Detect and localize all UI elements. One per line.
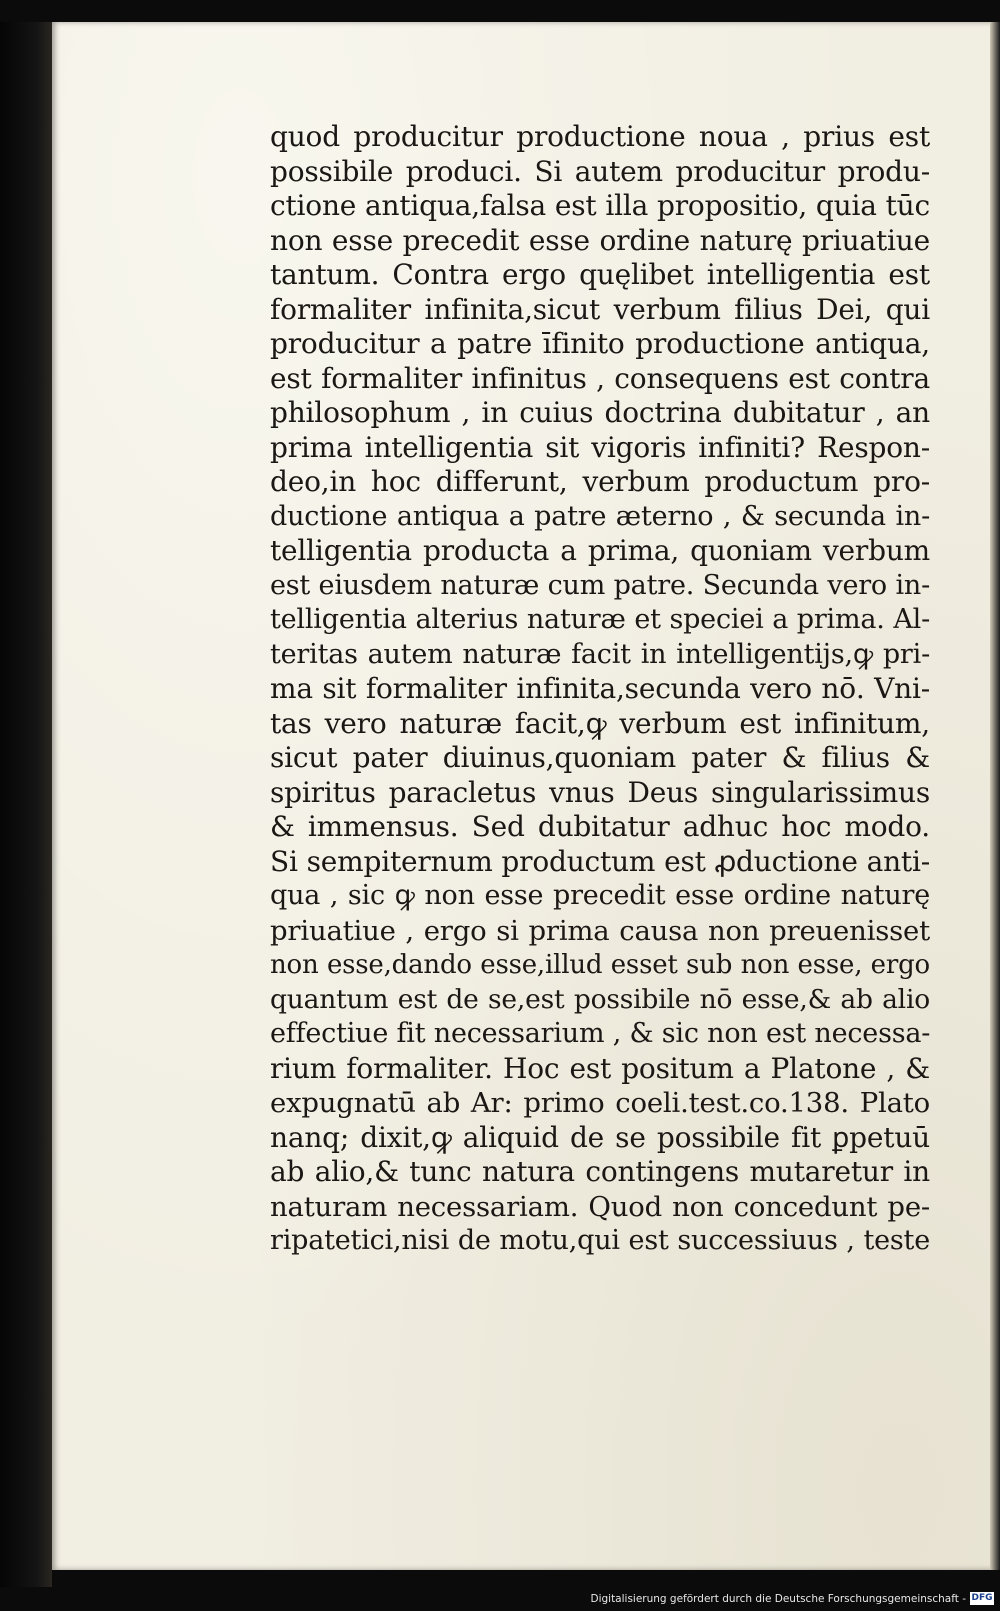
text-line: tantum. Contra ergo quęlibet intelligentia est [270, 258, 930, 291]
text-line: teritas autem naturæ facit in intelligentijs,ꝙ pri- [270, 638, 930, 670]
text-line: sicut pater diuinus,quoniam pater & filius & [270, 741, 930, 774]
dfg-logo: DFG [971, 1593, 993, 1603]
text-line: producitur a patre īfinito productione antiqua, [270, 327, 930, 360]
text-line: qua , sic ꝙ non esse precedit esse ordine naturę [270, 880, 930, 911]
text-line: effectiue fit necessarium , & sic non est necessa- [270, 1018, 930, 1049]
text-line: deo,in hoc differunt, verbum productum pro- [270, 465, 930, 498]
text-line: expugnatū ab Ar: primo coeli.test.co.138. Plato [270, 1087, 930, 1119]
text-line: ductione antiqua a patre æterno , & secunda in- [270, 500, 930, 532]
text-line: ripatetici,nisi de motu,qui est successiuus , teste [270, 1225, 930, 1256]
book-binding-edge [0, 22, 52, 1587]
page-text-block [270, 120, 930, 1259]
text-line: formaliter infinita,sicut verbum filius Dei, qui [270, 292, 930, 326]
text-line: Si sempiternum productum est ꝓductione anti- [270, 844, 930, 878]
text-line: non esse precedit esse ordine naturę priuatiue [270, 223, 930, 257]
footer-credit: Digitalisierung gefördert durch die Deutsche Forschungsgemeinschaft - [590, 1593, 966, 1605]
text-line: naturam necessariam. Quod non concedunt pe- [270, 1190, 930, 1223]
text-line: & immensus. Sed dubitatur adhuc hoc modo. [270, 810, 930, 843]
text-line: quod producitur productione noua , prius est [270, 120, 930, 153]
text-line: priuatiue , ergo si prima causa non preuenisset [270, 914, 930, 947]
text-line: nanq; dixit,ꝙ aliquid de se possibile fit ꝑpetuū [270, 1120, 930, 1154]
text-line: non esse,dando esse,illud esset sub non esse, ergo [270, 950, 930, 980]
text-line: spiritus paracletus vnus Deus singularissimus [270, 775, 930, 809]
text-line: est formaliter infinitus , consequens est contra [270, 361, 930, 395]
text-line: telligentia producta a prima, quoniam verbum [270, 534, 930, 567]
text-line: possibile produci. Si autem producitur produ- [270, 154, 930, 188]
text-line: philosophum , in cuius doctrina dubitatur , an [270, 396, 930, 429]
text-line: est eiusdem naturæ cum patre. Secunda vero in- [270, 569, 930, 601]
text-line: ma sit formaliter infinita,secunda vero nō. Vni- [270, 672, 930, 705]
text-line: quantum est de se,est possibile nō esse,& ab alio [270, 983, 930, 1015]
text-line: rium formaliter. Hoc est positum a Platone , & [270, 1051, 930, 1085]
page-right-edge [990, 22, 1000, 1570]
text-line: telligentia alterius naturæ et speciei a prima. Al- [270, 604, 930, 635]
text-line: prima intelligentia sit vigoris infiniti? Respon- [270, 430, 930, 464]
text-line: ctione antiqua,falsa est illa propositio, quia tūc [270, 189, 930, 222]
text-line: ab alio,& tunc natura contingens mutaretur in [270, 1155, 930, 1188]
text-line: tas vero naturæ facit,ꝙ verbum est infinitum, [270, 706, 930, 740]
